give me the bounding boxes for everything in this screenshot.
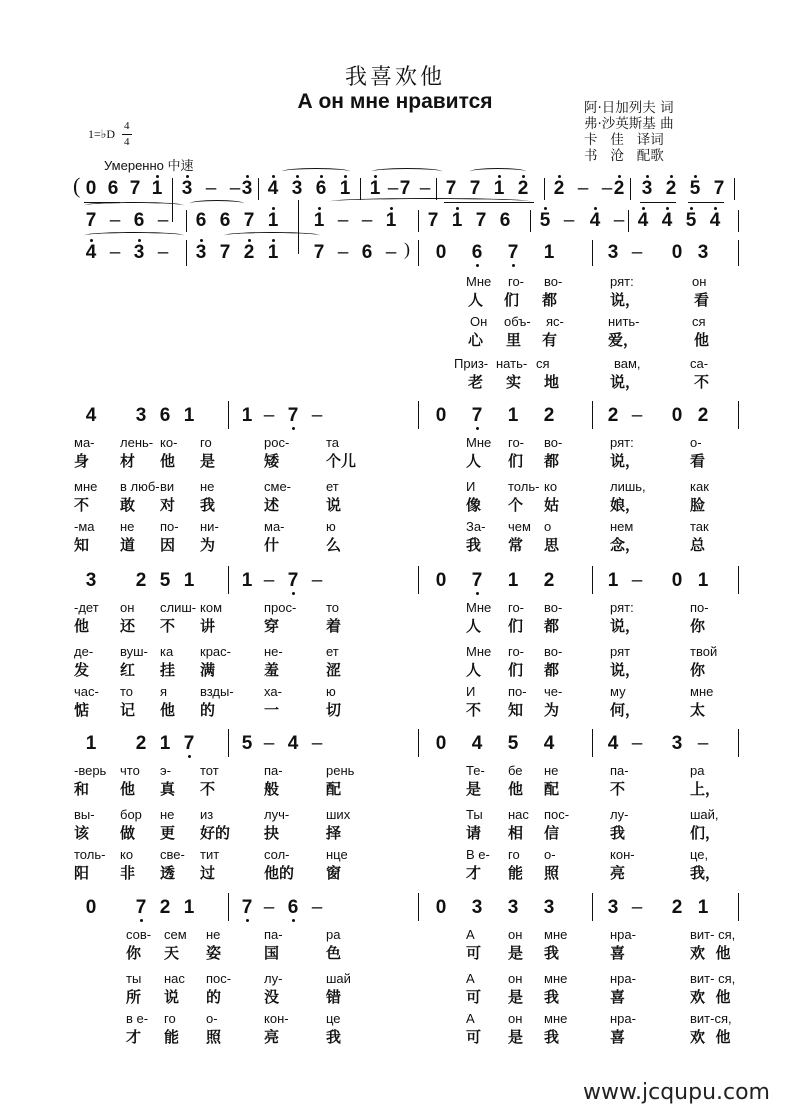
lyric-right-3-2-4: твой	[690, 644, 718, 659]
lyric-left-5-0-2: не	[206, 927, 221, 942]
lyric-right-2-5-2: 思	[544, 536, 560, 554]
lyric-right-5-5-1: 是	[508, 1028, 524, 1046]
lyric-right-4-3-3: 我	[610, 824, 626, 842]
lyric-right-5-1-1: 是	[508, 944, 524, 962]
lyric-right-4-4-1: го	[508, 847, 520, 862]
lyric-right-2-4-0: За-	[466, 519, 486, 534]
lyric-right-3-5-4: 太	[690, 701, 706, 719]
lyric-left-4-4-5: нце	[326, 847, 348, 862]
lyric-left-2-3-4: 述	[264, 496, 280, 514]
lyric-left-2-3-1: 敢	[120, 496, 136, 514]
lyric-left-4-5-1: 非	[120, 864, 136, 882]
lyric-left-2-3-3: 我	[200, 496, 216, 514]
lyric-right-3-4-3: му	[610, 684, 626, 699]
lyric-left-2-0-1: лень-	[120, 435, 154, 450]
lyric-right-5-0-0: А	[466, 927, 475, 942]
lyric-left-2-5-1: 道	[120, 536, 136, 554]
lyric-right-2-5-4: 总	[690, 536, 706, 554]
time-signature-bottom: 4	[124, 136, 130, 148]
intro-line-1: 0 6 7 1 3 – – 3 4 3 6 1 1 – 7 – 7 7 1 2 2 – – 2 3 2 5 7	[0, 178, 790, 202]
lyric-right-4-1-0: 是	[466, 780, 482, 798]
lyric-right-5-3-1: 是	[508, 988, 524, 1006]
lyric-left-5-4-0: в е-	[126, 1011, 149, 1026]
lyric-left-4-0-2: э-	[160, 763, 171, 778]
lyric-left-2-3-0: 不	[74, 496, 90, 514]
lyric-right-3-0-0: Мне	[466, 600, 492, 615]
time-signature-line	[122, 134, 132, 135]
lyric-right-5-0-4: вит- ся,	[690, 927, 736, 942]
lyric-left-2-4-5: ю	[326, 519, 336, 534]
lyric-left-5-3-2: 的	[206, 988, 222, 1006]
lyric-right-4-2-4: шай,	[690, 807, 719, 822]
lyric-left-2-4-3: ни-	[200, 519, 219, 534]
lyric-right-2-3-3: 娘，	[610, 496, 641, 514]
lyric-left-2-0-5: та	[326, 435, 340, 450]
lyric-right-5-4-2: мне	[544, 1011, 568, 1026]
watermark: www.jcqupu.com	[583, 1080, 770, 1105]
lyric-left-3-3-2: 挂	[160, 661, 176, 679]
credit-arranger: 书 沧 配歌	[584, 148, 664, 164]
lyric-left-5-2-4: шай	[326, 971, 351, 986]
credit-lyricist: 阿·日加列夫 词	[584, 100, 674, 116]
lyric-right-4-3-1: 相	[508, 824, 524, 842]
time-signature-top: 4	[124, 120, 130, 132]
lyric-right-2-2-3: лишь,	[610, 479, 646, 494]
lyric-left-4-3-0: 该	[74, 824, 90, 842]
lyric-right-3-2-2: во-	[544, 644, 563, 659]
lyric-left-4-2-4: луч-	[264, 807, 290, 822]
lyric-left-2-3-5: 说	[326, 496, 342, 514]
lyric-right-2-3-1: 个	[508, 496, 524, 514]
lyric-right-2-4-3: нем	[610, 519, 634, 534]
lyric-right-5-2-3: нра-	[610, 971, 636, 986]
lyric-right-5-0-1: он	[508, 927, 523, 942]
lyric-right-5-5-4: 欢 他	[690, 1028, 731, 1046]
lyric-right-4-0-2: не	[544, 763, 559, 778]
lyric-left-5-2-0: ты	[126, 971, 142, 986]
lyric-left-3-0-3: ком	[200, 600, 223, 615]
lyric-right-2-0-1: го-	[508, 435, 525, 450]
lyric-right-4-0-1: бе	[508, 763, 523, 778]
lyric-right-4-2-1: нас	[508, 807, 529, 822]
lyric-right-3-1-0: 人	[466, 617, 482, 635]
lyric-right-4-0-4: ра	[690, 763, 705, 778]
lyric-right-5-4-0: А	[466, 1011, 475, 1026]
lyric-right-4-1-4: 上，	[690, 780, 721, 798]
lyric-right-2-0-4: о-	[690, 435, 702, 450]
lyric-right-2-0-3: рят:	[610, 435, 634, 450]
lyric-right-3-2-3: рят	[610, 644, 631, 659]
lyric-right-4-5-0: 才	[466, 864, 482, 882]
credit-composer: 弗·沙英斯基 曲	[584, 116, 674, 132]
lyric-right-5-2-1: он	[508, 971, 523, 986]
lyric-right-3-0-2: во-	[544, 600, 563, 615]
lyric-right-3-3-1: 们	[508, 661, 524, 679]
lyric-right-3-4-1: по-	[508, 684, 527, 699]
lyric-left-4-2-5: ших	[326, 807, 351, 822]
lyric-left-4-4-4: сол-	[264, 847, 290, 862]
lyric-left-5-5-0: 才	[126, 1028, 142, 1046]
lyric-left-4-3-4: 抉	[264, 824, 280, 842]
lyric-left-4-1-1: 他	[120, 780, 136, 798]
lyric-left-5-4-2: о-	[206, 1011, 218, 1026]
lyric-left-5-2-3: лу-	[264, 971, 283, 986]
lyric-right-4-4-3: кон-	[610, 847, 635, 862]
lyric-left-4-1-3: 不	[200, 780, 216, 798]
lyric-right-5-0-2: мне	[544, 927, 568, 942]
lyric-right-4-0-3: па-	[610, 763, 629, 778]
lyric-left-5-4-3: кон-	[264, 1011, 289, 1026]
lyric-left-4-5-5: 窗	[326, 864, 342, 882]
lyric-right-5-4-1: он	[508, 1011, 523, 1026]
lyric-left-2-0-4: рос-	[264, 435, 290, 450]
lyric-left-4-4-3: тит	[200, 847, 220, 862]
lyric-right-2-2-4: как	[690, 479, 709, 494]
lyric-right-2-2-1: толь-	[508, 479, 540, 494]
lyric-right-2-5-3: 念，	[610, 536, 641, 554]
lyric-left-3-4-4: ха-	[264, 684, 282, 699]
lyric-left-4-2-2: не	[160, 807, 175, 822]
lyric-right-3-1-3: 说，	[610, 617, 641, 635]
lyric-left-5-3-0: 所	[126, 988, 142, 1006]
lyric-left-4-1-0: 和	[74, 780, 90, 798]
lyric-left-3-4-1: то	[120, 684, 134, 699]
lyric-right-3-4-4: мне	[690, 684, 714, 699]
lyric-right-5-3-3: 喜	[610, 988, 626, 1006]
lyric-left-4-5-0: 阳	[74, 864, 90, 882]
lyric-right-2-2-2: ко	[544, 479, 558, 494]
lyric-right-5-3-2: 我	[544, 988, 560, 1006]
lyric-left-3-2-4: не-	[264, 644, 283, 659]
lyric-right-5-4-3: нра-	[610, 1011, 636, 1026]
lyric-left-3-5-5: 切	[326, 701, 342, 719]
lyric-left-3-4-2: я	[160, 684, 168, 699]
lyric-right-3-0-3: рят:	[610, 600, 634, 615]
lyric-left-4-3-1: 做	[120, 824, 136, 842]
lyric-left-2-0-3: го	[200, 435, 212, 450]
lyric-left-3-4-0: час-	[74, 684, 99, 699]
lyric-left-4-0-4: па-	[264, 763, 283, 778]
lyric-right-5-2-4: вит- ся,	[690, 971, 736, 986]
lyric-right-4-2-2: пос-	[544, 807, 570, 822]
lyric-left-3-3-0: 发	[74, 661, 90, 679]
lyric-right-2-1-3: 说，	[610, 452, 641, 470]
lyric-left-4-4-1: ко	[120, 847, 134, 862]
lyric-left-3-5-0: 惦	[74, 701, 90, 719]
lyric-left-5-0-1: сем	[164, 927, 187, 942]
credit-translator: 卡 佳 译词	[584, 132, 664, 148]
lyric-left-4-4-0: толь-	[74, 847, 106, 862]
lyric-left-4-0-5: рень	[326, 763, 355, 778]
title-russian: А он мне нравится	[297, 90, 493, 113]
lyric-left-3-5-4: 一	[264, 701, 280, 719]
lyric-left-2-4-0: -ма	[74, 519, 95, 534]
lyric-left-5-0-0: сов-	[126, 927, 152, 942]
lyric-left-5-5-3: 亮	[264, 1028, 280, 1046]
lyric-left-3-0-4: прос-	[264, 600, 297, 615]
lyric-left-2-4-2: по-	[160, 519, 179, 534]
lyric-right-3-5-2: 为	[544, 701, 560, 719]
lyric-left-3-4-5: ю	[326, 684, 336, 699]
lyric-left-3-0-2: слиш-	[160, 600, 197, 615]
lyric-left-3-1-3: 讲	[200, 617, 216, 635]
lyric-right-5-4-4: вит-ся,	[690, 1011, 732, 1026]
lyric-right-4-3-2: 信	[544, 824, 560, 842]
lyric-left-2-1-1: 材	[120, 452, 136, 470]
lyric-left-3-0-0: -дет	[74, 600, 99, 615]
lyric-left-3-3-3: 满	[200, 661, 216, 679]
lyric-right-3-2-1: го-	[508, 644, 525, 659]
intro-line-2: 7 – 6 – 6 6 7 1 1 – – 1 7 1 7 6 5 – 4 – 4 4 5 4	[0, 210, 790, 234]
lyric-left-3-2-2: ка	[160, 644, 174, 659]
lyric-right-4-3-4: 们，	[690, 824, 721, 842]
lyric-left-2-1-2: 他	[160, 452, 176, 470]
title-chinese: 我喜欢他	[344, 65, 445, 90]
lyric-left-3-2-0: де-	[74, 644, 94, 659]
lyric-left-5-1-3: 国	[264, 944, 280, 962]
lyric-left-2-0-0: ма-	[74, 435, 95, 450]
notes-row-5: 0 7 2 1 7 – 6 – 0 3 3 3 3 – 2 1	[0, 897, 790, 921]
lyric-left-2-2-4: сме-	[264, 479, 291, 494]
lyric-left-3-0-1: он	[120, 600, 135, 615]
lyric-right-5-3-4: 欢 他	[690, 988, 731, 1006]
lyric-left-3-3-1: 红	[120, 661, 136, 679]
lyric-left-5-1-1: 天	[164, 944, 180, 962]
tempo-marking: Умеренно 中速	[104, 158, 194, 173]
lyric-right-4-3-0: 请	[466, 824, 482, 842]
lyric-right-2-3-4: 脸	[690, 496, 706, 514]
lyric-right-4-5-1: 能	[508, 864, 524, 882]
lyric-left-4-2-0: вы-	[74, 807, 95, 822]
lyric-right-3-0-1: го-	[508, 600, 525, 615]
lyric-left-2-5-5: 么	[326, 536, 342, 554]
lyric-left-5-1-2: 姿	[206, 944, 222, 962]
lyric-left-4-3-5: 择	[326, 824, 342, 842]
lyric-right-2-4-1: чем	[508, 519, 531, 534]
lyric-left-4-4-2: све-	[160, 847, 185, 862]
lyric-left-2-1-5: 个儿	[326, 452, 357, 470]
lyric-right-4-2-0: Ты	[466, 807, 483, 822]
lyric-left-4-2-1: бор	[120, 807, 142, 822]
close-paren: )	[404, 239, 410, 259]
lyric-left-5-3-1: 说	[164, 988, 180, 1006]
lyric-right-2-1-0: 人	[466, 452, 482, 470]
lyric-right-2-1-4: 看	[690, 452, 706, 470]
lyric-left-5-5-1: 能	[164, 1028, 180, 1046]
lyric-right-2-5-1: 常	[508, 536, 524, 554]
lyric-left-4-3-2: 更	[160, 824, 176, 842]
lyric-left-4-5-3: 过	[200, 864, 216, 882]
lyric-right-2-5-0: 我	[466, 536, 482, 554]
lyric-left-4-5-2: 透	[160, 864, 176, 882]
lyric-right-3-3-2: 都	[544, 661, 560, 679]
lyric-left-2-5-4: 什	[264, 536, 280, 554]
lyric-left-5-0-3: па-	[264, 927, 283, 942]
lyric-left-3-1-4: 穿	[264, 617, 280, 635]
lyric-right-3-5-3: 何，	[610, 701, 641, 719]
lyric-left-2-2-2: ви	[160, 479, 175, 494]
lyric-left-4-0-1: что	[120, 763, 140, 778]
lyric-right-4-2-3: лу-	[610, 807, 629, 822]
lyric-left-2-2-1: в люб-	[120, 479, 160, 494]
lyric-left-5-5-4: 我	[326, 1028, 342, 1046]
lyric-left-2-3-2: 对	[160, 496, 176, 514]
lyric-right-2-3-2: 姑	[544, 496, 560, 514]
lyric-left-5-0-4: ра	[326, 927, 341, 942]
lyric-left-3-3-5: 涩	[326, 661, 342, 679]
lyric-left-2-1-4: 矮	[264, 452, 280, 470]
lyric-right-4-4-0: В е-	[466, 847, 490, 862]
lyric-right-5-1-4: 欢 他	[690, 944, 731, 962]
lyric-left-5-4-4: це	[326, 1011, 341, 1026]
lyric-left-3-4-3: взды-	[200, 684, 234, 699]
lyric-right-3-1-4: 你	[690, 617, 706, 635]
lyric-right-4-5-2: 照	[544, 864, 560, 882]
lyric-left-5-1-0: 你	[126, 944, 142, 962]
lyric-right-3-4-0: И	[466, 684, 476, 699]
lyric-left-3-0-5: то	[326, 600, 340, 615]
lyric-right-5-0-3: нра-	[610, 927, 636, 942]
lyric-right-2-4-2: о	[544, 519, 552, 534]
lyric-right-2-3-0: 像	[466, 496, 482, 514]
lyric-left-3-1-5: 着	[326, 617, 342, 635]
lyric-left-3-3-4: 羞	[264, 661, 280, 679]
lyric-right-3-2-0: Мне	[466, 644, 492, 659]
lyric-left-2-1-0: 身	[74, 452, 90, 470]
open-paren: (	[73, 173, 81, 198]
lyric-left-5-2-2: пос-	[206, 971, 232, 986]
lyric-right-5-1-0: 可	[466, 944, 482, 962]
notes-row-4: 1 2 1 7 5 – 4 – 0 4 5 4 4 – 3 –	[0, 733, 790, 757]
lyric-left-4-0-0: -верь	[74, 763, 107, 778]
lyric-left-2-5-0: 知	[74, 536, 90, 554]
notes-row-2: 4 3 6 1 1 – 7 – 0 7 1 2 2 – 0 2	[0, 405, 790, 429]
lyric-left-2-2-3: не	[200, 479, 215, 494]
lyric-left-4-0-3: тот	[200, 763, 219, 778]
lyric-left-5-4-1: го	[164, 1011, 176, 1026]
lyric-right-2-0-2: во-	[544, 435, 563, 450]
key-signature: 1=♭D	[88, 127, 116, 141]
lyric-left-4-5-4: 他的	[264, 864, 295, 882]
lyric-right-3-1-1: 们	[508, 617, 524, 635]
lyric-left-3-5-2: 他	[160, 701, 176, 719]
lyric-left-2-4-1: не	[120, 519, 135, 534]
lyric-left-2-2-5: ет	[326, 479, 339, 494]
lyric-right-5-2-0: А	[466, 971, 475, 986]
lyric-left-3-2-5: ет	[326, 644, 339, 659]
lyric-left-5-3-3: 没	[264, 988, 280, 1006]
lyric-right-3-5-0: 不	[466, 701, 482, 719]
lyric-right-5-1-3: 喜	[610, 944, 626, 962]
lyric-left-4-1-2: 真	[160, 780, 176, 798]
lyric-right-3-1-2: 都	[544, 617, 560, 635]
intro-line-3: 4 – 3 – 3 7 2 1 7 – 6 – ) 0 6 7 1 3 – 0 3	[0, 242, 790, 266]
lyric-left-5-2-1: нас	[164, 971, 185, 986]
lyric-left-2-5-2: 因	[160, 536, 176, 554]
lyric-left-3-2-3: крас-	[200, 644, 231, 659]
lyric-left-2-5-3: 为	[200, 536, 216, 554]
lyric-left-5-3-4: 错	[326, 988, 342, 1006]
lyric-right-5-1-2: 我	[544, 944, 560, 962]
lyric-right-4-1-1: 他	[508, 780, 524, 798]
lyric-right-5-3-0: 可	[466, 988, 482, 1006]
lyric-left-2-2-0: мне	[74, 479, 98, 494]
lyric-right-5-5-0: 可	[466, 1028, 482, 1046]
lyric-left-2-4-4: ма-	[264, 519, 285, 534]
notes-row-3: 3 2 5 1 1 – 7 – 0 7 1 2 1 – 0 1	[0, 570, 790, 594]
lyric-right-3-3-4: 你	[690, 661, 706, 679]
lyric-right-3-3-3: 说，	[610, 661, 641, 679]
lyric-right-4-5-4: 我，	[690, 864, 721, 882]
lyric-left-3-1-2: 不	[160, 617, 176, 635]
lyric-right-3-5-1: 知	[508, 701, 524, 719]
lyric-right-4-1-3: 不	[610, 780, 626, 798]
lyric-right-3-4-2: че-	[544, 684, 563, 699]
lyric-left-3-2-1: вуш-	[120, 644, 148, 659]
lyric-right-3-0-4: по-	[690, 600, 709, 615]
lyric-right-4-4-2: о-	[544, 847, 556, 862]
lyric-left-4-3-3: 好的	[200, 824, 231, 842]
lyric-left-5-5-2: 照	[206, 1028, 222, 1046]
lyric-left-3-1-0: 他	[74, 617, 90, 635]
lyric-left-2-0-2: ко-	[160, 435, 178, 450]
lyric-right-2-1-2: 都	[544, 452, 560, 470]
lyric-left-5-1-4: 色	[326, 944, 342, 962]
lyric-right-3-3-0: 人	[466, 661, 482, 679]
lyric-right-4-0-0: Те-	[466, 763, 485, 778]
lyric-right-2-0-0: Мне	[466, 435, 492, 450]
lyric-left-3-1-1: 还	[120, 617, 136, 635]
lyric-right-4-1-2: 配	[544, 780, 560, 798]
lyric-right-2-4-4: так	[690, 519, 709, 534]
lyric-right-4-4-4: це,	[690, 847, 709, 862]
lyric-left-4-2-3: из	[200, 807, 214, 822]
lyric-right-5-5-2: 我	[544, 1028, 560, 1046]
lyric-right-4-5-3: 亮	[610, 864, 626, 882]
lyric-left-2-1-3: 是	[200, 452, 216, 470]
lyric-right-2-2-0: И	[466, 479, 476, 494]
lyric-left-3-5-1: 记	[120, 701, 136, 719]
lyric-right-5-2-2: мне	[544, 971, 568, 986]
lyric-left-3-5-3: 的	[200, 701, 216, 719]
lyric-right-2-1-1: 们	[508, 452, 524, 470]
lyric-right-5-5-3: 喜	[610, 1028, 626, 1046]
lyric-left-4-1-5: 配	[326, 780, 342, 798]
lyric-left-4-1-4: 般	[264, 780, 280, 798]
